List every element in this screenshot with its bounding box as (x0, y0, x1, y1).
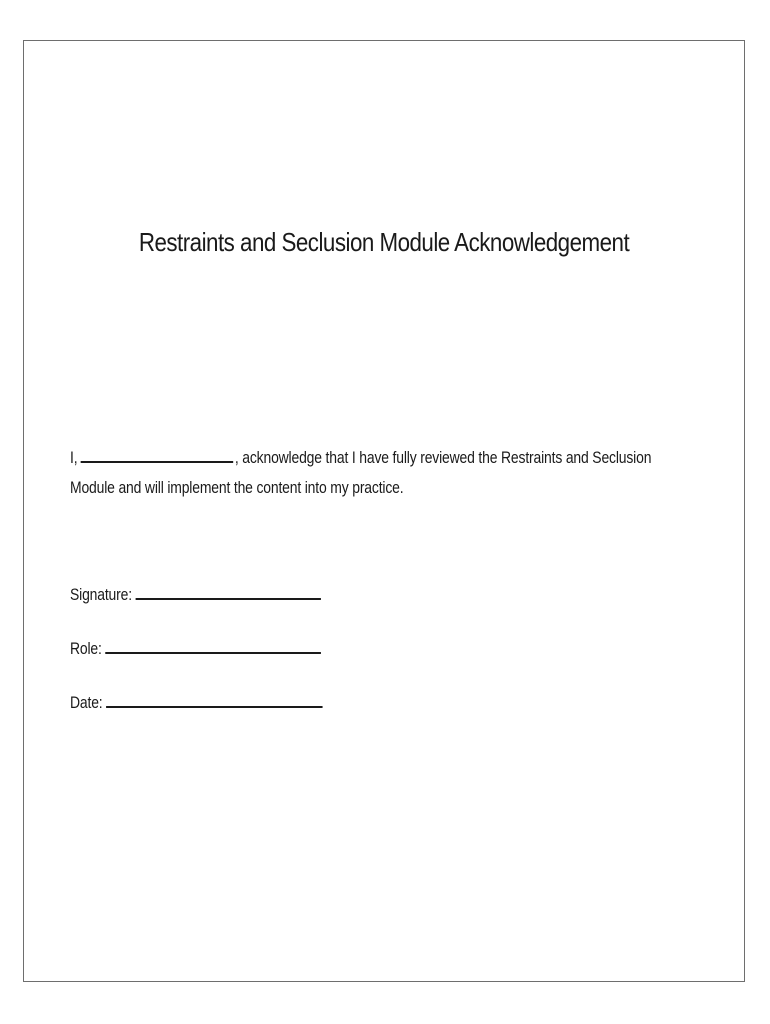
acknowledgement-statement (70, 443, 693, 503)
role-field (70, 638, 321, 659)
document-title: Restraints and Seclusion Module Acknowledgement (138, 227, 630, 257)
date-label: Date: (70, 693, 103, 712)
statement-line-1-text: , acknowledge that I have fully reviewed the Restraints and Seclusion (234, 448, 652, 467)
statement-prefix: I, (70, 448, 78, 467)
name-blank-line[interactable] (81, 447, 234, 463)
signature-field (70, 584, 321, 605)
date-field (70, 692, 322, 713)
document-page (23, 40, 745, 982)
role-label: Role: (70, 639, 102, 658)
statement-line-1 (70, 443, 693, 473)
statement-line-2: Module and will implement the content into my practice. (70, 478, 404, 497)
signature-label: Signature: (70, 585, 132, 604)
date-blank-line[interactable] (106, 692, 322, 708)
role-blank-line[interactable] (105, 638, 321, 654)
signature-blank-line[interactable] (135, 584, 320, 600)
